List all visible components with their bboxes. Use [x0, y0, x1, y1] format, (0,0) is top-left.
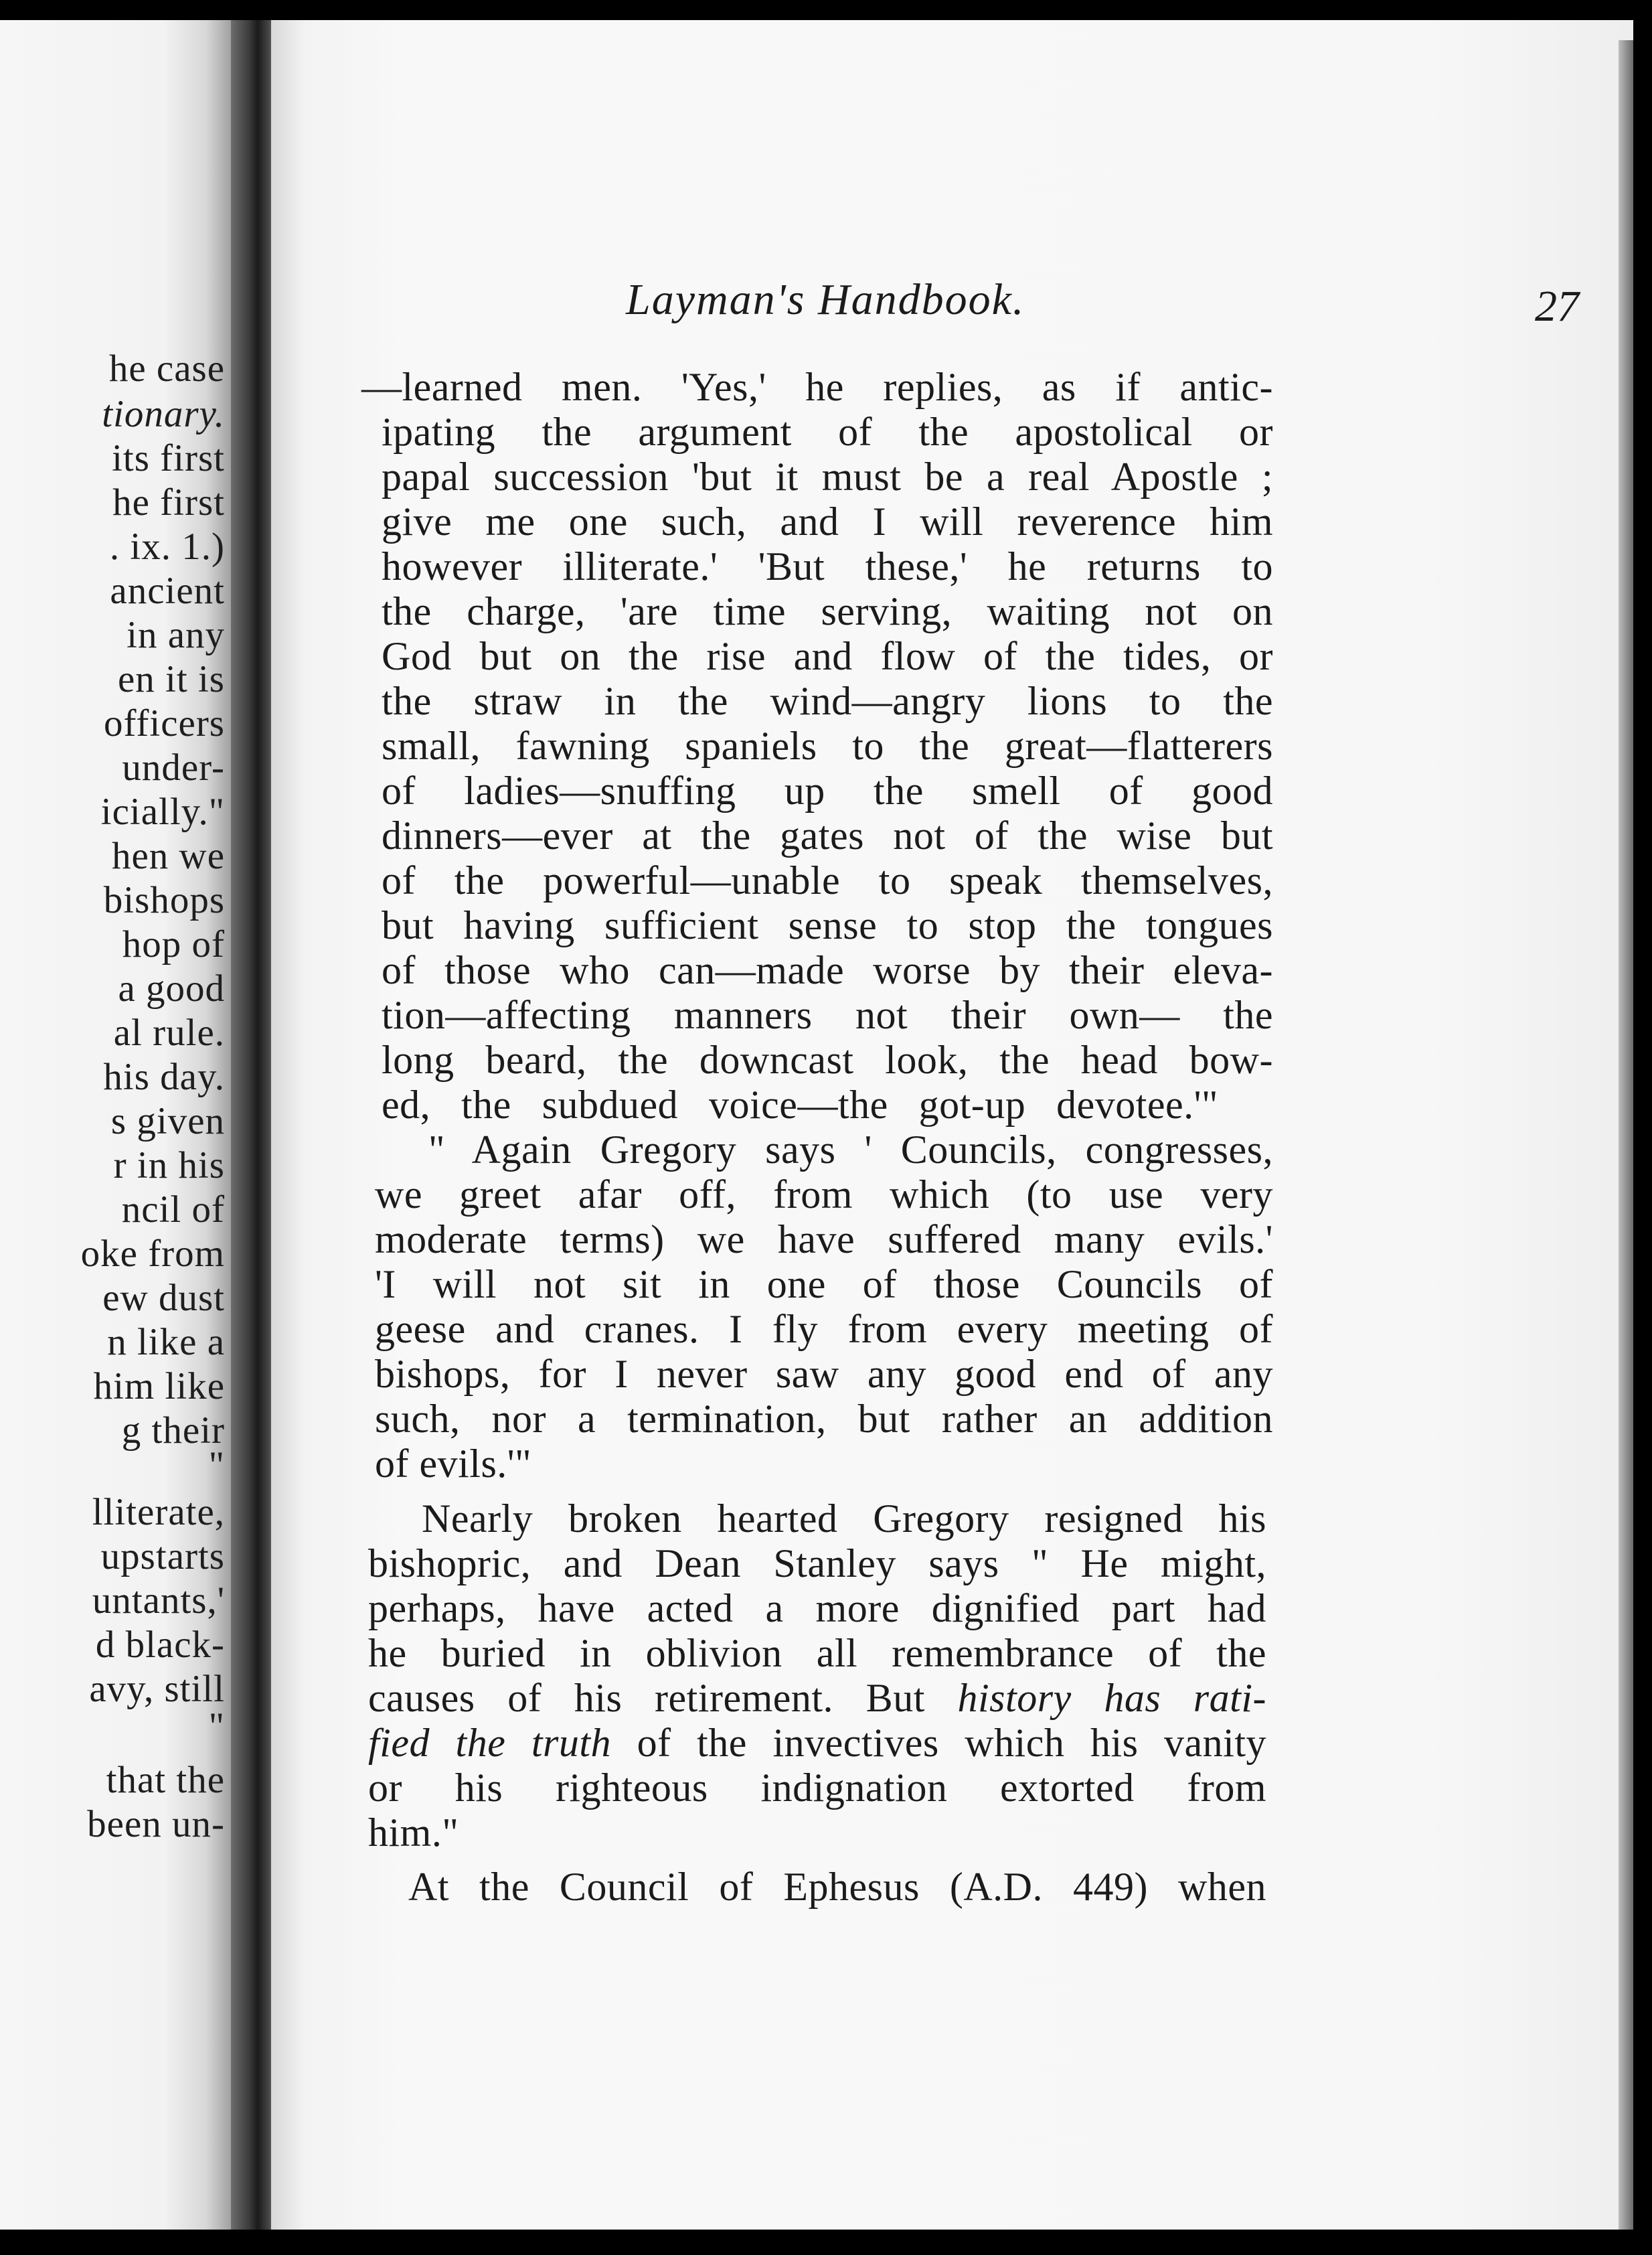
left-line: avy, still	[89, 1668, 225, 1710]
text-line: the charge, 'are time serving, waiting not on	[382, 589, 1273, 633]
left-line: its first	[112, 437, 225, 479]
left-line: he case	[108, 347, 225, 390]
left-line: "	[208, 1444, 225, 1486]
left-line: oke from	[80, 1233, 225, 1275]
left-line: r in his	[113, 1144, 225, 1186]
left-line: ancient	[110, 570, 225, 612]
left-line: g their	[121, 1409, 225, 1452]
text-line: such, nor a termination, but rather an addition	[375, 1397, 1273, 1441]
left-line: en it is	[118, 658, 225, 700]
left-line: officers	[103, 702, 225, 745]
left-line: bishops	[103, 879, 225, 921]
scan-border-right	[1633, 0, 1652, 2255]
text-line: the straw in the wind—angry lions to the	[382, 679, 1273, 723]
left-line: tionary.	[102, 393, 225, 435]
text-line: 'I will not sit in one of those Councils of	[375, 1262, 1273, 1306]
left-line: ncil of	[121, 1188, 225, 1231]
text-line: of ladies—snuffing up the smell of good	[382, 769, 1273, 813]
italic-fragment: fied the truth	[368, 1721, 612, 1765]
text-line: him."	[368, 1810, 459, 1855]
left-line: untants,'	[92, 1579, 225, 1622]
text-line: of those who can—made worse by their eleva-	[382, 948, 1273, 992]
text-line: or his righteous indignation extorted from	[368, 1766, 1266, 1810]
text-line: give me one such, and I will reverence him	[382, 499, 1273, 544]
text-line: he buried in oblivion all remembrance of the	[368, 1631, 1266, 1675]
page-edge	[1619, 40, 1633, 2230]
text-line: God but on the rise and flow of the tides, or	[382, 634, 1273, 678]
text-line: ipating the argument of the apostolical or	[382, 410, 1273, 454]
text-line: small, fawning spaniels to the great—flatterers	[382, 724, 1273, 768]
left-line: lliterate,	[92, 1491, 225, 1533]
left-line: . ix. 1.)	[109, 526, 225, 568]
text-line: we greet afar off, from which (to use very	[375, 1172, 1273, 1217]
scan-border-top	[0, 0, 1652, 23]
text-line: Nearly broken hearted Gregory resigned his	[422, 1496, 1266, 1541]
text-line: papal succession 'but it must be a real Apostle ;	[382, 455, 1273, 499]
left-line: n like a	[107, 1321, 225, 1363]
text-line: moderate terms) we have suffered many evils.'	[375, 1217, 1273, 1261]
text-line: bishopric, and Dean Stanley says " He might,	[368, 1541, 1266, 1585]
left-line: ew dust	[102, 1277, 225, 1319]
left-line: al rule.	[113, 1012, 225, 1054]
text-fragment: causes of his retirement. But	[368, 1676, 925, 1720]
left-line: that the	[106, 1759, 225, 1801]
left-line: in any	[127, 614, 225, 656]
text-line: bishops, for I never saw any good end of any	[375, 1352, 1273, 1396]
body-text	[361, 20, 1278, 2230]
text-line: but having sufficient sense to stop the tongues	[382, 903, 1273, 947]
left-line: a good	[118, 967, 225, 1010]
left-line: he first	[112, 481, 225, 524]
text-line	[368, 1678, 1266, 1718]
left-line: upstarts	[100, 1535, 225, 1577]
text-line: At the Council of Ephesus (A.D. 449) when	[408, 1865, 1266, 1909]
text-line: tion—affecting manners not their own— the	[382, 993, 1273, 1037]
left-line: been un-	[87, 1803, 225, 1845]
left-line: under-	[122, 747, 225, 789]
italic-fragment: history has rati-	[957, 1676, 1266, 1720]
text-line: geese and cranes. I fly from every meeting of	[375, 1307, 1273, 1351]
text-line: however illiterate.' 'But these,' he returns to	[382, 544, 1273, 589]
scan-border-bottom	[0, 2230, 1652, 2255]
text-fragment: of the invectives which his vanity	[637, 1721, 1266, 1765]
text-line	[368, 1723, 1266, 1763]
right-page	[271, 20, 1633, 2232]
text-line: perhaps, have acted a more dignified part had	[368, 1586, 1266, 1630]
text-line: " Again Gregory says ' Councils, congresses,	[428, 1128, 1273, 1172]
left-line: him like	[93, 1365, 225, 1407]
running-head: Layman's Handbook.	[626, 275, 1025, 324]
text-line: ed, the subdued voice—the got-up devotee.'"	[382, 1083, 1218, 1127]
left-line: hop of	[122, 923, 225, 965]
text-line: of evils.'"	[375, 1442, 532, 1486]
left-line: s given	[110, 1100, 225, 1142]
text-line: dinners—ever at the gates not of the wise but	[382, 813, 1273, 858]
left-line: "	[208, 1705, 225, 1747]
page-number: 27	[1535, 282, 1579, 331]
left-page-fragment	[0, 20, 234, 2232]
left-line: hen we	[111, 835, 225, 877]
text-line: —learned men. 'Yes,' he replies, as if antic-	[361, 365, 1273, 409]
left-line: icially."	[100, 791, 225, 833]
left-line: his day.	[103, 1056, 225, 1098]
text-line: long beard, the downcast look, the head bow-	[382, 1038, 1273, 1082]
text-line: of the powerful—unable to speak themselves,	[382, 858, 1273, 903]
left-line: d black-	[95, 1624, 225, 1666]
